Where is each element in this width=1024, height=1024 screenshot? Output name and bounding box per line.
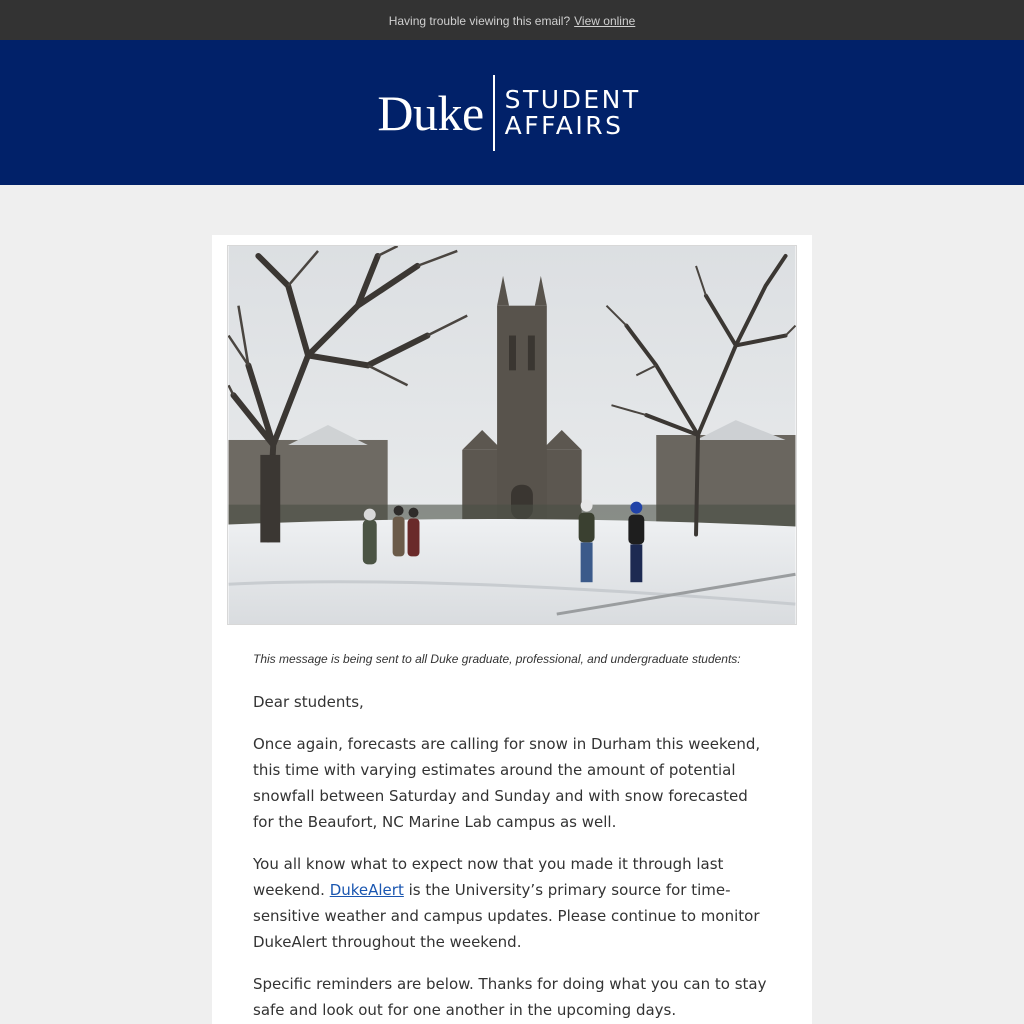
salutation: Dear students, [253, 693, 364, 711]
paragraph-reminders: Specific reminders are below. Thanks for doing what you can to stay safe and look out for one another in the upcoming days. [253, 975, 767, 1019]
hero-image-duke-chapel-snow [227, 245, 797, 625]
email-body-card [212, 235, 812, 1024]
logo-line-2: AFFAIRS [504, 110, 624, 140]
logo-duke-wordmark: Duke [377, 84, 484, 141]
paragraph-forecast: Once again, forecasts are calling for snow in Durham this weekend, this time with varying estimates around the amount of potential snowfall between Saturday and Sunday and with snow forecasted for the Beaufort, NC Marine Lab campus as well. [253, 735, 761, 831]
paragraph-dukealert-intro: You all know what to expect now that you made it through last weekend. [253, 855, 724, 899]
email-content [227, 651, 797, 1023]
dukealert-link[interactable]: DukeAlert [329, 881, 404, 899]
view-online-link[interactable]: View online [574, 14, 636, 28]
paragraph-dukealert [253, 851, 771, 955]
logo-divider [493, 75, 495, 151]
logo-line-1: STUDENT [504, 84, 641, 114]
logo-unit-name [504, 84, 641, 140]
preheader-text: Having trouble viewing this email? [388, 14, 571, 28]
duke-student-affairs-logo[interactable] [377, 75, 640, 151]
preheader-bar [0, 0, 1024, 40]
email-header [0, 40, 1024, 185]
audience-note: This message is being sent to all Duke graduate, professional, and undergraduate students: [253, 652, 741, 666]
paragraph-dukealert-rest: is the University’s primary source for time-sensitive weather and campus updates. Please continue to monitor DukeAlert throughout the weekend. [253, 881, 760, 951]
